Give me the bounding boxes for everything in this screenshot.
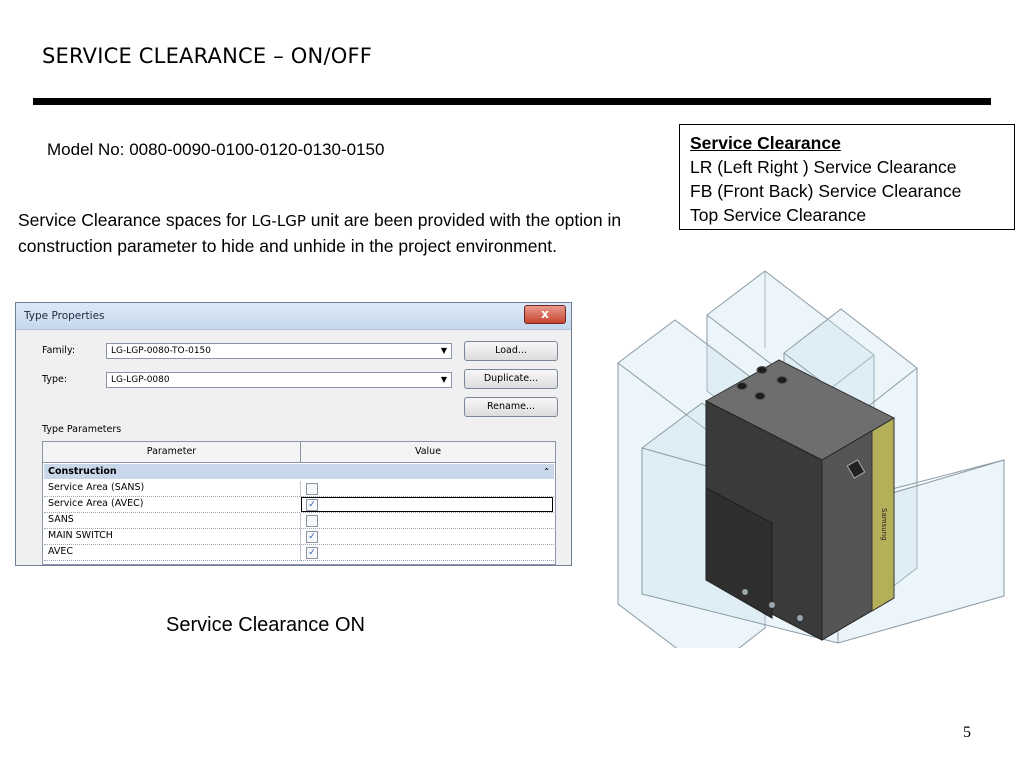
duplicate-button[interactable]: Duplicate... <box>464 369 558 389</box>
type-select-value: LG-LGP-0080 <box>111 375 170 385</box>
param-name: Service Area (AVEC) <box>48 498 144 509</box>
dropdown-arrow-icon: ▼ <box>440 346 447 355</box>
param-name: Service Area (SANS) <box>48 482 145 493</box>
dialog-titlebar[interactable] <box>16 303 571 330</box>
dropdown-arrow-icon: ▼ <box>440 375 447 384</box>
column-header-parameter[interactable]: Parameter <box>146 446 197 457</box>
type-parameters-label: Type Parameters <box>42 424 122 435</box>
port-icon <box>769 602 775 608</box>
param-name: SANS <box>48 514 74 525</box>
pipe-connection-icon <box>777 377 787 384</box>
pipe-connection-icon <box>755 393 765 400</box>
port-icon <box>797 615 803 621</box>
collapse-chevron-icon[interactable]: ⌃ <box>543 467 550 476</box>
selected-value-cell[interactable] <box>301 497 553 512</box>
load-button[interactable]: Load... <box>464 341 558 361</box>
param-checkbox[interactable]: ✓ <box>306 531 318 543</box>
close-icon: x <box>541 307 549 321</box>
param-checkbox[interactable]: ✓ <box>306 547 318 559</box>
param-row-sans[interactable] <box>44 513 554 529</box>
legend-item-lr: LR (Left Right ) Service Clearance <box>690 157 957 177</box>
model-number-text: Model No: 0080-0090-0100-0120-0130-0150 <box>47 140 385 159</box>
close-button[interactable] <box>524 305 566 324</box>
param-checkbox[interactable] <box>306 515 318 527</box>
slide-title: SERVICE CLEARANCE – ON/OFF <box>42 44 373 68</box>
column-header-value[interactable]: Value <box>414 446 442 457</box>
family-label: Family: <box>42 345 76 356</box>
description-part-2: unit are been provided with the option in construction parameter to hide and unhide in the project environment. <box>18 210 622 256</box>
page-number: 5 <box>963 724 971 741</box>
description-part-1: Service Clearance spaces for <box>18 210 252 230</box>
pipe-connection-icon <box>737 383 747 390</box>
service-clearance-3d-figure <box>612 268 1012 648</box>
type-parameters-grid <box>42 441 556 565</box>
param-name: AVEC <box>48 546 74 557</box>
param-name: MAIN SWITCH <box>48 530 113 541</box>
param-checkbox[interactable]: ✓ <box>306 499 318 511</box>
description-text <box>18 208 638 258</box>
family-select-value: LG-LGP-0080-TO-0150 <box>111 346 212 356</box>
group-row-construction[interactable] <box>44 464 554 479</box>
pipe-connection-icon <box>757 367 767 374</box>
cell-divider <box>300 529 301 545</box>
param-checkbox[interactable] <box>306 483 318 495</box>
type-label: Type: <box>42 374 68 385</box>
service-clearance-legend <box>679 124 1015 230</box>
legend-heading: Service Clearance <box>690 133 841 153</box>
cell-divider <box>300 545 301 561</box>
rename-button[interactable]: Rename... <box>464 397 558 417</box>
param-row-main-switch[interactable] <box>44 529 554 545</box>
cell-divider <box>300 481 301 497</box>
port-icon <box>742 589 748 595</box>
grid-header <box>43 442 555 463</box>
group-label: Construction <box>48 466 117 477</box>
legend-item-top: Top Service Clearance <box>690 205 867 225</box>
type-select[interactable] <box>106 372 452 388</box>
legend-item-fb: FB (Front Back) Service Clearance <box>690 181 962 201</box>
title-divider <box>33 98 991 105</box>
cell-divider <box>300 513 301 529</box>
dialog-title: Type Properties <box>24 310 105 322</box>
unit-brand-label: Samsung <box>880 508 888 541</box>
description-model-code: LG-LGP <box>251 212 306 230</box>
type-properties-dialog <box>15 302 572 566</box>
param-row-service-area-sans[interactable] <box>44 481 554 497</box>
param-row-avec[interactable] <box>44 545 554 561</box>
param-row-service-area-avec[interactable] <box>44 497 554 513</box>
family-select[interactable] <box>106 343 452 359</box>
caption-text: Service Clearance ON <box>166 614 365 636</box>
